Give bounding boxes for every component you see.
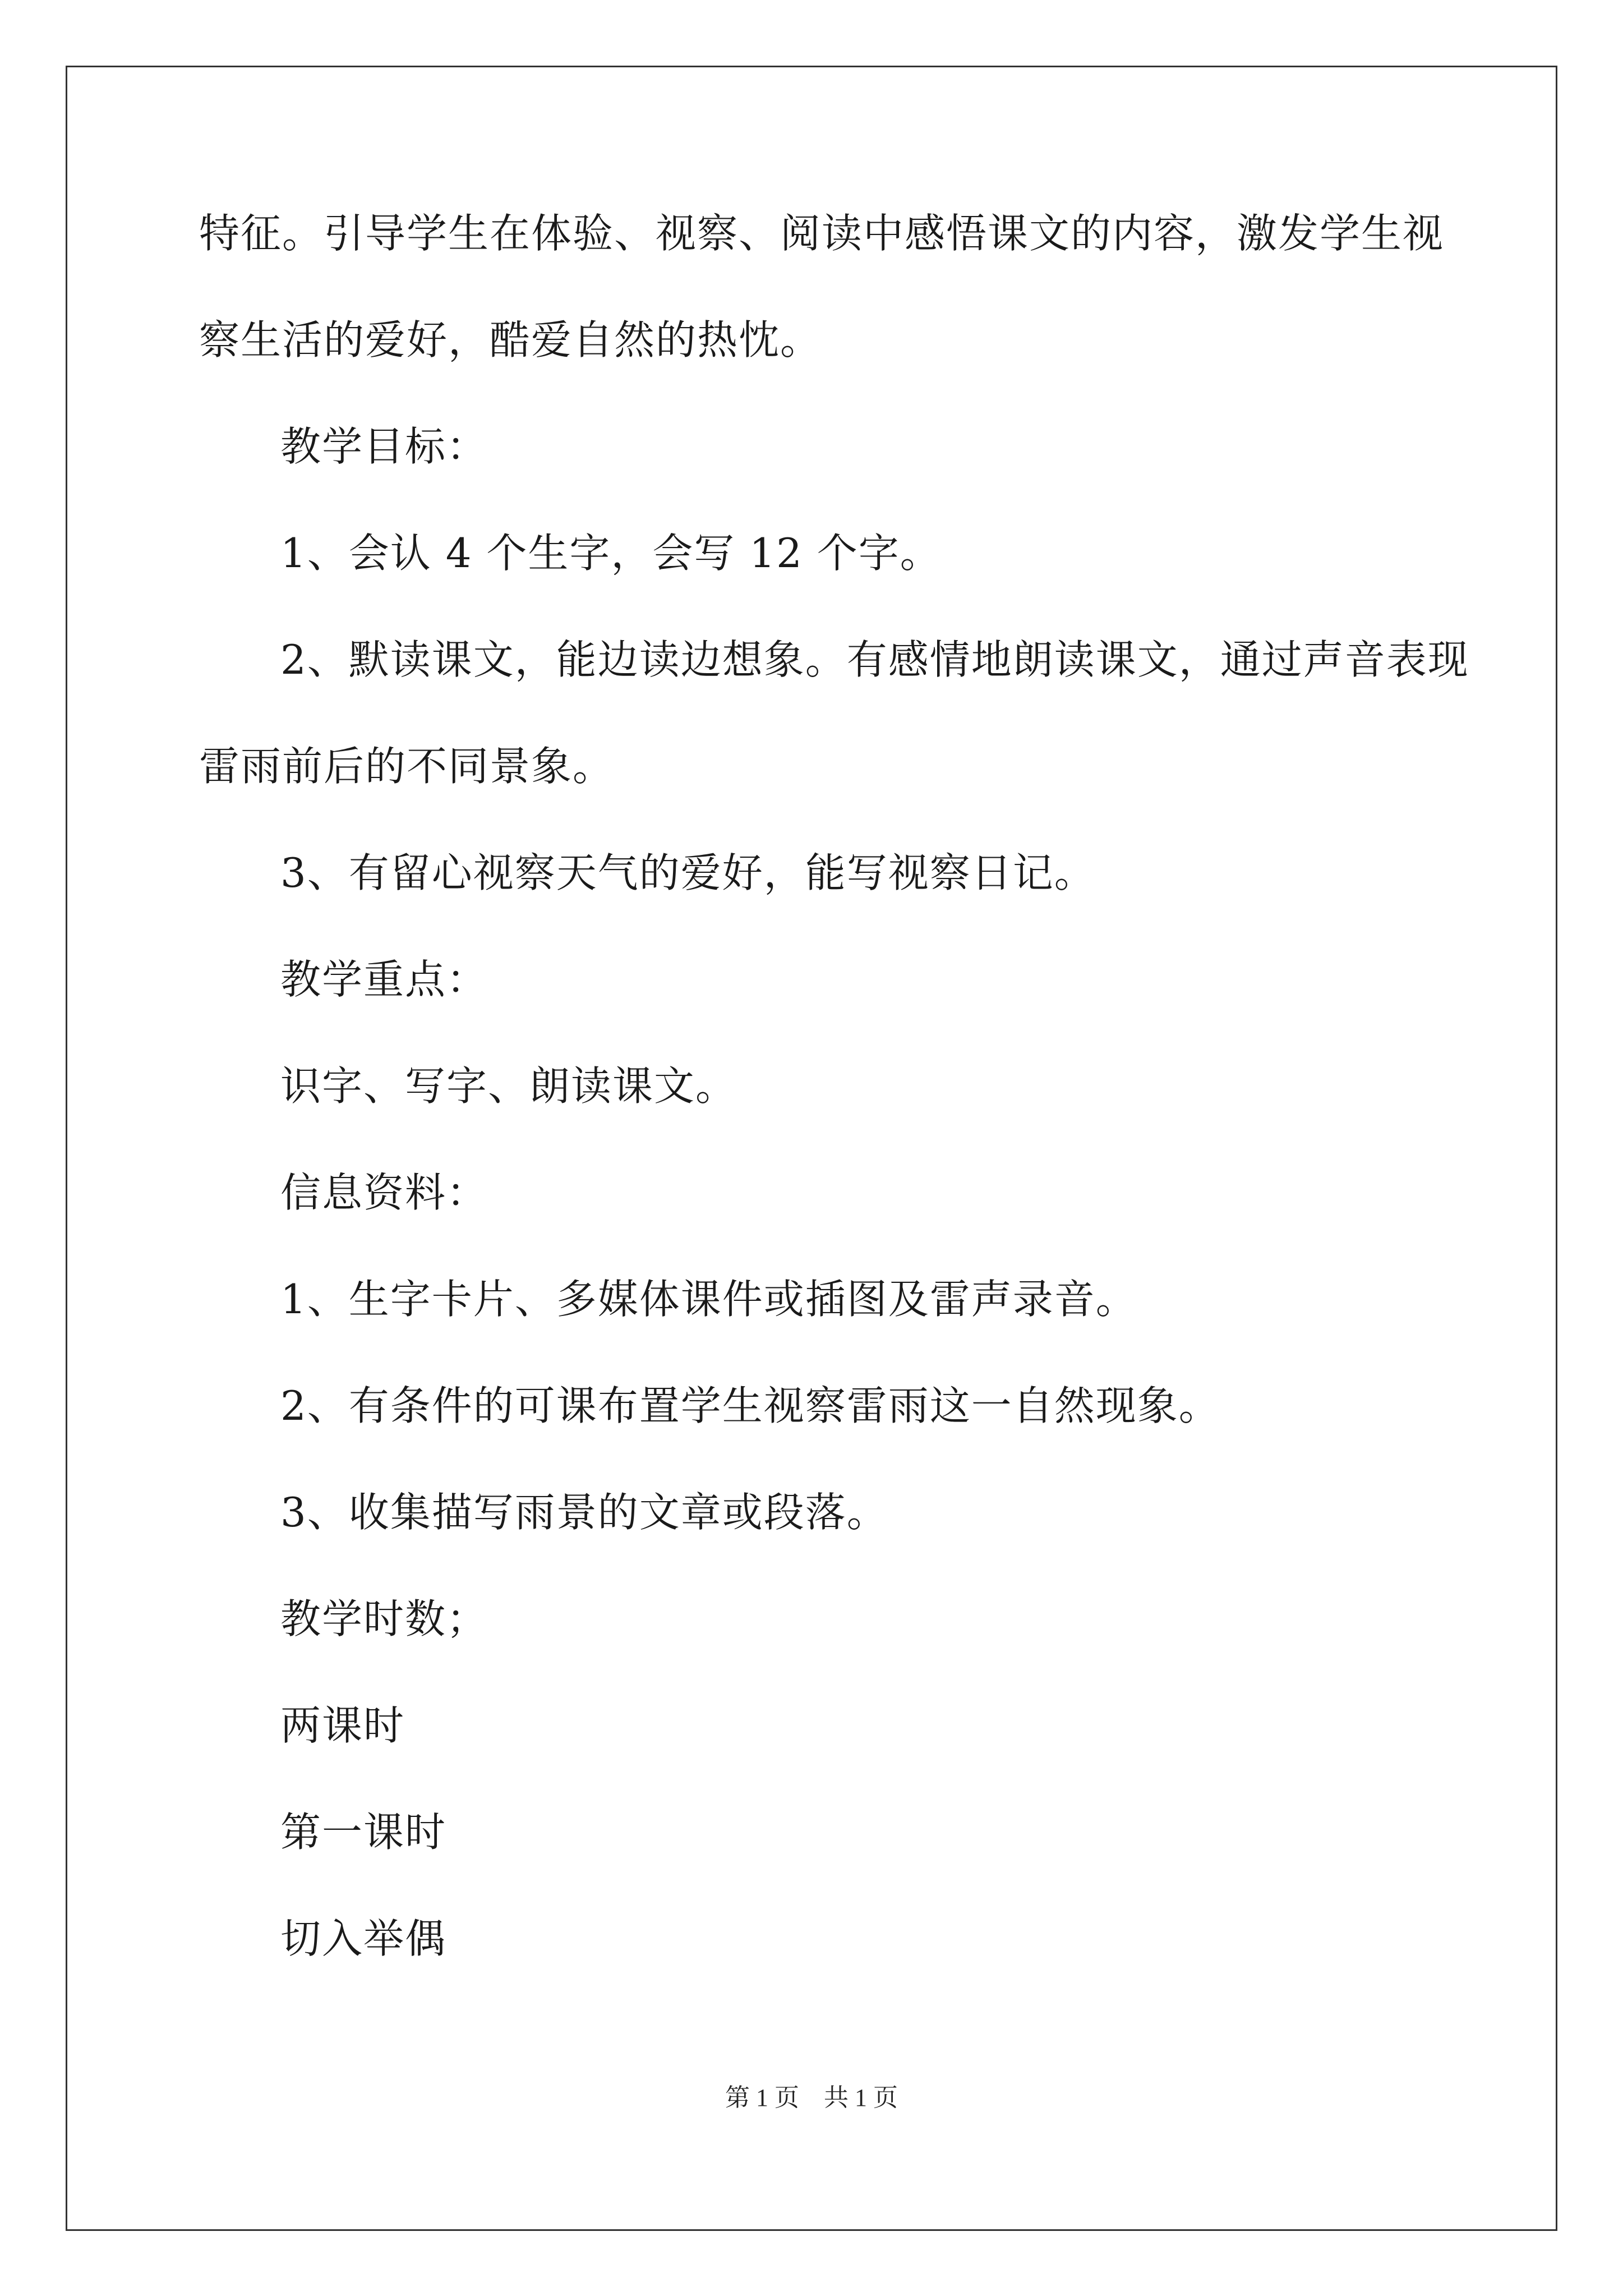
section-heading: 教学目标： xyxy=(280,423,488,470)
list-item: 1、生字卡片、多媒体课件或插图及雷声录音。 xyxy=(280,1276,1137,1323)
paragraph-line: 切入举偶 xyxy=(280,1915,447,1962)
list-item: 3、有留心视察天气的爱好，能写视察日记。 xyxy=(280,849,1096,896)
paragraph-line: 特征。引导学生在体验、视察、阅读中感悟课文的内容，激发学生视 xyxy=(199,210,1445,257)
page-number: 第 1 页 xyxy=(725,2084,799,2111)
section-heading: 教学重点： xyxy=(280,956,488,1003)
list-item: 3、收集描写雨景的文章或段落。 xyxy=(280,1489,888,1536)
list-item-continuation: 雷雨前后的不同景象。 xyxy=(199,743,615,790)
section-heading: 教学时数； xyxy=(280,1595,488,1642)
list-item: 1、会认 4 个生字，会写 12 个字。 xyxy=(280,530,942,577)
list-item: 2、默读课文，能边读边想象。有感情地朗读课文，通过声音表现 xyxy=(280,636,1469,683)
list-item: 2、有条件的可课布置学生视察雷雨这一自然现象。 xyxy=(280,1382,1220,1429)
paragraph-line: 察生活的爱好，酷爱自然的热忱。 xyxy=(199,316,822,364)
paragraph-line: 第一课时 xyxy=(280,1809,447,1856)
page-footer xyxy=(0,2084,1623,2112)
page-border xyxy=(66,66,1557,2231)
paragraph-line: 识字、写字、朗读课文。 xyxy=(280,1062,737,1110)
paragraph-line: 两课时 xyxy=(280,1702,405,1749)
page-total: 共 1 页 xyxy=(824,2084,898,2111)
section-heading: 信息资料： xyxy=(280,1169,488,1216)
